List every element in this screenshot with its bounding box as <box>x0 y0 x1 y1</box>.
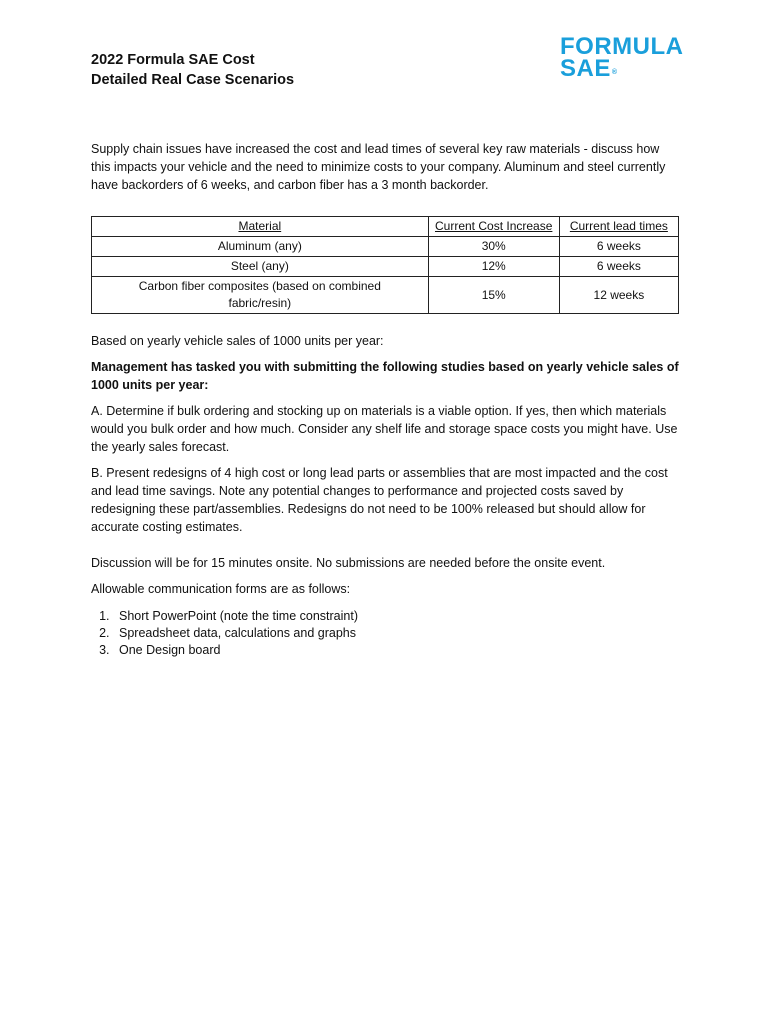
header-material: Material <box>92 217 429 237</box>
forms-intro: Allowable communication forms are as follows: <box>91 582 351 596</box>
logo-line-2-text: SAE <box>560 55 611 82</box>
document-title <box>91 50 294 90</box>
list-item: 3. One Design board <box>113 642 681 659</box>
table-row <box>92 237 679 257</box>
materials-table <box>91 216 679 314</box>
document-body <box>91 140 681 659</box>
cell-cost: 15% <box>428 277 559 314</box>
list-item: 2. Spreadsheet data, calculations and graphs <box>113 625 681 642</box>
sales-note: Based on yearly vehicle sales of 1000 units per year: <box>91 334 384 348</box>
logo-line-2 <box>560 55 683 84</box>
table-row <box>92 277 679 314</box>
communication-forms-list <box>91 608 681 659</box>
table-header-row <box>92 217 679 237</box>
study-a: A. Determine if bulk ordering and stocking up on materials is a viable option. If yes, then which materials would you bulk order and how much. Consider any shelf life and storage space costs you might have. Use the yearly sales forecast. <box>91 404 678 454</box>
list-item: 1. Short PowerPoint (note the time constraint) <box>113 608 681 625</box>
discussion-note: Discussion will be for 15 minutes onsite. No submissions are needed before the onsite event. <box>91 556 606 570</box>
intro-paragraph: Supply chain issues have increased the cost and lead times of several key raw materials - discuss how this impacts your vehicle and the need to minimize costs to your company. Aluminum and steel currently have backorders of 6 weeks, and carbon fiber has a 3 month backorder. <box>91 142 666 192</box>
management-tasks: Management has tasked you with submitting the following studies based on yearly vehicle sales of 1000 units per year: <box>91 360 679 392</box>
title-line-1: 2022 Formula SAE Cost <box>91 52 255 68</box>
cell-material: Aluminum (any) <box>92 237 429 257</box>
cell-cost: 12% <box>428 257 559 277</box>
header-lead-times: Current lead times <box>559 217 678 237</box>
study-b: B. Present redesigns of 4 high cost or long lead parts or assemblies that are most impacted and the cost and lead time savings. Note any potential changes to performance and projected costs saved by redesigning these part/assemblies. Redesigns do not need to be 100% released but should allow for accurate costing estimates. <box>91 466 668 534</box>
logo-line-1: FORMULA <box>560 33 684 60</box>
title-line-2: Detailed Real Case Scenarios <box>91 72 295 88</box>
cell-lead: 12 weeks <box>559 277 678 314</box>
header-cost-increase: Current Cost Increase <box>428 217 559 237</box>
logo-registered-mark: ® <box>611 69 618 76</box>
cell-lead: 6 weeks <box>559 237 678 257</box>
cell-cost: 30% <box>428 237 559 257</box>
cell-material: Steel (any) <box>92 257 429 277</box>
cell-lead: 6 weeks <box>559 257 678 277</box>
cell-material: Carbon fiber composites (based on combined fabric/resin) <box>92 277 429 314</box>
formula-sae-logo <box>560 33 684 84</box>
table-row <box>92 257 679 277</box>
